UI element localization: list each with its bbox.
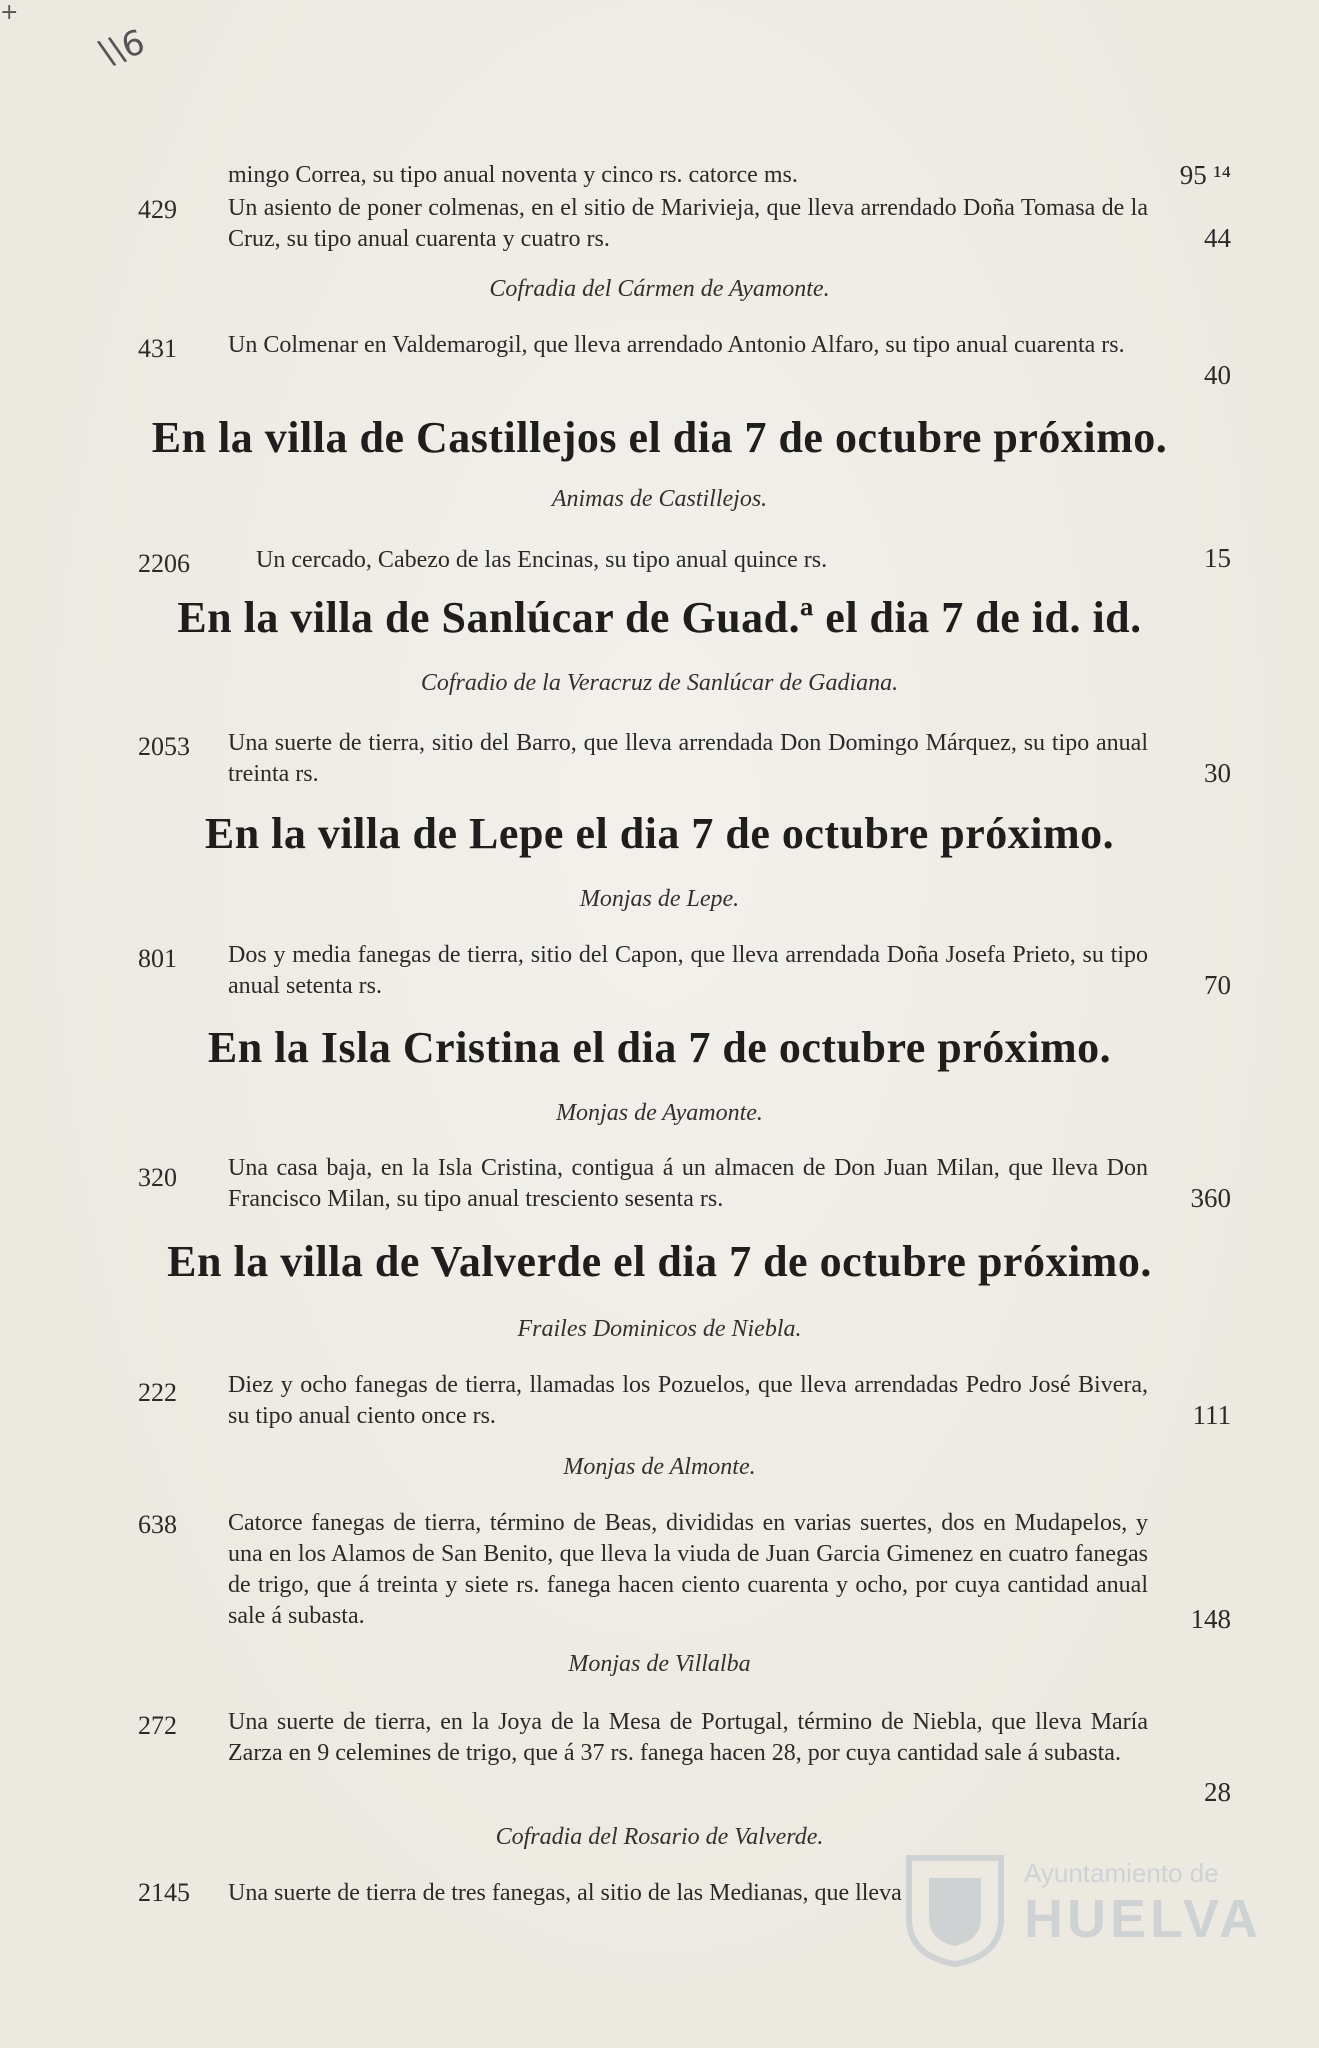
heading-valverde: En la villa de Valverde el dia 7 de octubre próximo. (167, 1237, 1152, 1286)
subheading-frailes-dominicos: Frailes Dominicos de Niebla. (517, 1316, 802, 1342)
entry-number: 429 (138, 195, 177, 224)
shield-icon (899, 1848, 1011, 1968)
entry-number: 638 (138, 1510, 177, 1539)
heading-lepe: En la villa de Lepe el dia 7 de octubre próximo. (204, 809, 1115, 858)
entry-text: Una suerte de tierra de tres fanegas, al sitio de las Medianas, que lleva (228, 1880, 902, 1906)
entry-number: 272 (138, 1711, 177, 1740)
entry-text: Una casa baja, en la Isla Cristina, contigua á un almacen de Don Juan Milan, que lleva Don Francisco Milan, su tipo anual tresciento sesenta rs. (228, 1155, 1148, 1212)
entry-text: Una suerte de tierra, en la Joya de la Mesa de Portugal, término de Niebla, que lleva María Zarza en 9 celemines de trigo, que á 37 rs. fanega hacen 28, por cuya cantidad sale á subasta. (228, 1709, 1148, 1766)
entry-amount: 30 (1204, 758, 1231, 788)
heading-sanlucar: En la villa de Sanlúcar de Guad.ª el dia 7 de id. id. (177, 593, 1142, 642)
subheading-monjas-almonte: Monjas de Almonte. (563, 1454, 756, 1480)
entry-amount: 44 (1204, 223, 1231, 253)
subheading-cofradia-rosario: Cofradia del Rosario de Valverde. (495, 1824, 824, 1850)
entry-text: mingo Correa, su tipo anual noventa y cinco rs. catorce ms. (228, 162, 798, 188)
heading-isla-cristina: En la Isla Cristina el dia 7 de octubre próximo. (207, 1023, 1112, 1072)
entry-number: 222 (138, 1378, 177, 1407)
watermark-line1: Ayuntamiento de (1024, 1858, 1219, 1888)
entry-number: 320 (138, 1163, 177, 1192)
watermark-ayuntamiento-huelva (899, 1848, 1262, 1968)
entry-amount: 148 (1190, 1604, 1231, 1634)
entry-number: 2145 (138, 1878, 190, 1907)
entry-text: Una suerte de tierra, sitio del Barro, que lleva arrendada Don Domingo Márquez, su tipo anual treinta rs. (228, 730, 1148, 787)
corner-mark: + (0, 0, 19, 25)
entry-amount: 360 (1190, 1183, 1231, 1213)
subheading-cofradio-veracruz: Cofradio de la Veracruz de Sanlúcar de Gadiana. (420, 670, 899, 696)
heading-castillejos: En la villa de Castillejos el dia 7 de octubre próximo. (151, 413, 1168, 462)
entry-text: Diez y ocho fanegas de tierra, llamadas los Pozuelos, que lleva arrendadas Pedro José Bivera, su tipo anual ciento once rs. (228, 1372, 1148, 1429)
entry-text: Un cercado, Cabezo de las Encinas, su tipo anual quince rs. (256, 547, 828, 573)
entry-text: Un Colmenar en Valdemarogil, que lleva arrendado Antonio Alfaro, su tipo anual cuarenta rs. (228, 332, 1125, 358)
subheading-animas-castillejos: Animas de Castillejos. (551, 486, 768, 512)
entry-amount: 40 (1204, 360, 1231, 390)
entry-number: 431 (138, 334, 177, 363)
entry-text: Dos y media fanegas de tierra, sitio del Capon, que lleva arrendada Doña Josefa Prieto, su tipo anual setenta rs. (228, 942, 1148, 999)
watermark-line2: HUELVA (1024, 1889, 1262, 1949)
subheading-monjas-lepe: Monjas de Lepe. (579, 886, 740, 912)
handwritten-folio-mark: \\6 (94, 22, 150, 74)
entry-text: Catorce fanegas de tierra, término de Beas, divididas en varias suertes, dos en Mudapelos, y una en los Alamos de San Benito, que lleva la viuda de Juan Garcia Gimenez en cuatro fanegas de trigo, que á treinta y siete rs. fanega hacen ciento cuarenta y ocho, por cuya cantidad anual sale á subasta. (228, 1510, 1148, 1629)
subheading-cofradia-carmen: Cofradia del Cármen de Ayamonte. (489, 276, 830, 302)
entry-amount: 111 (1192, 1400, 1231, 1430)
entry-amount: 70 (1204, 970, 1231, 1000)
entry-amount: 15 (1204, 543, 1231, 573)
entry-number: 2206 (138, 549, 190, 578)
entry-number: 2053 (138, 732, 190, 761)
subheading-monjas-villalba: Monjas de Villalba (568, 1651, 751, 1677)
entry-text: Un asiento de poner colmenas, en el sitio de Marivieja, que lleva arrendado Doña Tomasa de la Cruz, su tipo anual cuarenta y cuatro rs. (228, 195, 1148, 252)
subheading-monjas-ayamonte: Monjas de Ayamonte. (556, 1100, 763, 1126)
entry-amount: 95 ¹⁴ (1179, 160, 1231, 190)
entry-number: 801 (138, 944, 177, 973)
entry-amount: 28 (1204, 1777, 1231, 1807)
